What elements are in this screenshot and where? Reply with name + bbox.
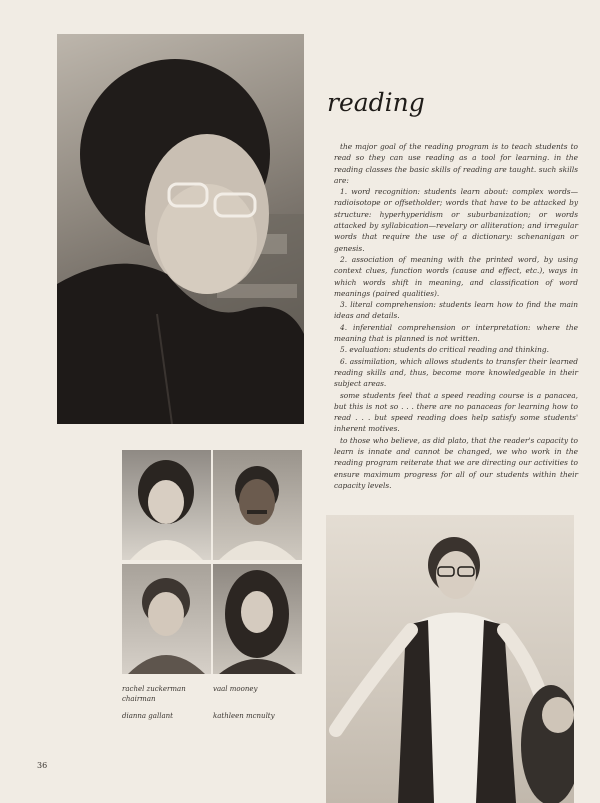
faculty-portrait-photo <box>213 564 302 674</box>
main-portrait-photo <box>57 34 304 424</box>
article-paragraph: the major goal of the reading program is to teach students to read so they can use reading as a tool for learning. in the reading classes the basic skills of reading are taught. such skills are: <box>334 142 578 185</box>
faculty-portrait-photo <box>122 564 211 674</box>
article-paragraph: 5. evaluation: students do critical reading and thinking. <box>340 345 549 355</box>
article-paragraph: 3. literal comprehension: students learn how to find the main ideas and details. <box>334 300 578 321</box>
page-title: reading <box>327 88 425 117</box>
caption-left-title: chairman <box>122 695 156 703</box>
faculty-portrait-photo <box>213 450 302 560</box>
page-number: 36 <box>37 761 48 770</box>
caption-left-name: rachel zuckerman <box>122 685 186 693</box>
article-body <box>334 141 578 491</box>
article-paragraph: 2. association of meaning with the printed word, by using context clues, function words (cause and effect, etc.), ways in which words shift in meaning, and classification of word meanings (paired qualities). <box>334 254 578 298</box>
faculty-portrait-photo <box>122 450 211 560</box>
article-paragraph: 1. word recognition: students learn about: complex words—radioisotope or offsetholder; words that have to be attacked by structure: hyperhyperidism or suburbanization; or words attacked by syllabication—revelary or alliteration; and irregular words that require the use of a dictionary: schenanigan or genesis. <box>334 187 578 253</box>
article-paragraph: to those who believe, as did plato, that the reader's capacity to learn is innate and cannot be changed, we who work in the reading program reiterate that we are directing our activities to ensure maximum progress for all of our students within their capacity levels. <box>334 435 578 490</box>
article-paragraph: 4. inferential comprehension or interpretation: where the meaning that is planned is not written. <box>334 322 578 344</box>
article-paragraph: 6. assimilation, which allows students to transfer their learned reading skills and, thus, become more knowledgeable in their subject areas. <box>334 356 578 389</box>
caption-bottom-left: dianna gallant <box>122 712 173 720</box>
caption-bottom-right: kathleen mcnulty <box>213 712 275 720</box>
article-paragraph: some students feel that a speed reading course is a panacea, but this is not so . . . there are no panaceas for learning how to read . . . but speed reading does help satisfy some students' inherent motives. <box>334 390 578 434</box>
caption-right-name: vaal mooney <box>213 685 258 693</box>
classroom-teacher-photo <box>326 515 574 803</box>
